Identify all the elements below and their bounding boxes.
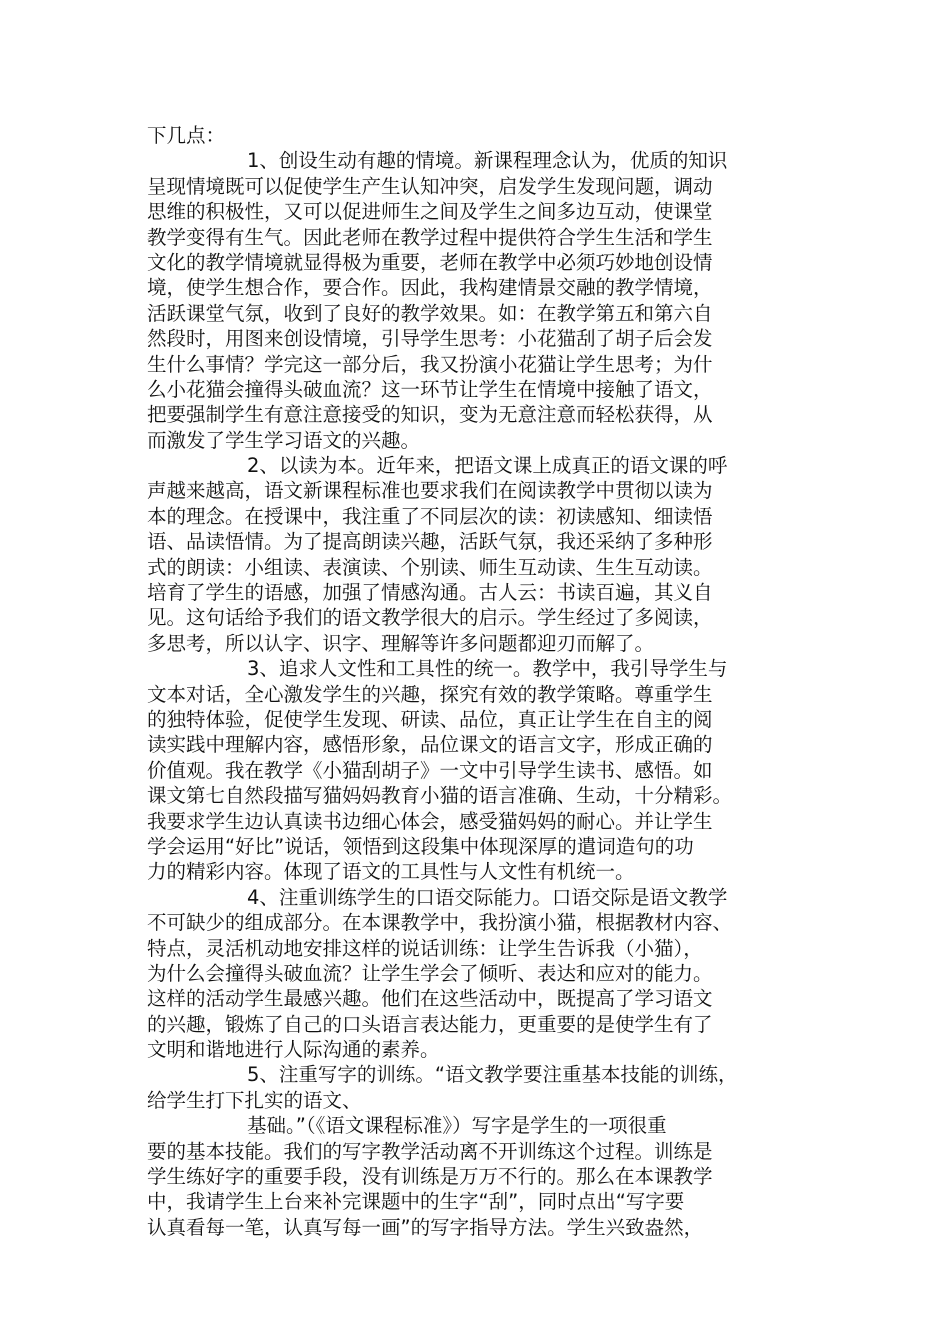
text-line: 3、追求人文性和工具性的统一。教学中，我引导学生与 (247, 657, 728, 681)
text-line: 学生练好字的重要手段，没有训练是万万不行的。那么在本课教学 (147, 1165, 713, 1189)
text-line: 多思考，所以认字、识字、理解等许多问题都迎刃而解了。 (147, 631, 655, 655)
text-line: 读实践中理解内容，感悟形象，品位课文的语言文字，形成正确的 (147, 733, 713, 757)
text-line: 本的理念。在授课中，我注重了不同层次的读：初读感知、细读悟 (147, 504, 713, 528)
text-line: 思维的积极性，又可以促进师生之间及学生之间多边互动，使课堂 (147, 200, 713, 224)
text-line: 中，我请学生上台来补完课题中的生字“刮”，同时点出“写字要 (147, 1190, 685, 1214)
text-line: 把要强制学生有意注意接受的知识，变为无意注意而轻松获得，从 (147, 403, 713, 427)
text-line: 这样的活动学生最感兴趣。他们在这些活动中，既提高了学习语文 (147, 987, 713, 1011)
text-line: 教学变得有生气。因此老师在教学过程中提供符合学生生活和学生 (147, 225, 713, 249)
text-line: 认真看每一笔，认真写每一画”的写字指导方法。学生兴致盎然， (147, 1215, 704, 1239)
text-line: 生什么事情？学完这一部分后，我又扮演小花猫让学生思考；为什 (147, 352, 713, 376)
text-line: 而激发了学生学习语文的兴趣。 (147, 428, 421, 452)
text-line: 下几点： (147, 124, 226, 147)
document-body (147, 123, 817, 1240)
text-line: 给学生打下扎实的语文、 (147, 1088, 362, 1112)
text-line: 呈现情境既可以促使学生产生认知冲突，启发学生发现问题，调动 (147, 174, 713, 198)
text-line: 不可缺少的组成部分。在本课教学中，我扮演小猫，根据教材内容、 (147, 911, 733, 935)
text-line: 么小花猫会撞得头破血流？这一环节让学生在情境中接触了语文， (147, 377, 713, 401)
text-line: 1、创设生动有趣的情境。新课程理念认为，优质的知识 (247, 149, 728, 173)
text-line: 见。这句话给予我们的语文教学很大的启示。学生经过了多阅读， (147, 606, 713, 630)
text-line: 的兴趣，锻炼了自己的口头语言表达能力，更重要的是使学生有了 (147, 1012, 713, 1036)
text-line: 然段时，用图来创设情境，引导学生思考：小花猫刮了胡子后会发 (147, 327, 713, 351)
text-line: 声越来越高，语文新课程标准也要求我们在阅读教学中贯彻以读为 (147, 479, 713, 503)
text-line: 特点，灵活机动地安排这样的说话训练：让学生告诉我（小猫）， (147, 936, 703, 960)
text-line: 学会运用“好比”说话，领悟到这段集中体现深厚的遣词造句的功 (147, 834, 694, 858)
text-line: 文本对话，全心激发学生的兴趣，探究有效的教学策略。尊重学生 (147, 682, 713, 706)
text-line: 文化的教学情境就显得极为重要，老师在教学中必须巧妙地创设情 (147, 250, 713, 274)
text-line: 的独特体验，促使学生发现、研读、品位，真正让学生在自主的阅 (147, 707, 713, 731)
text-line: 境，使学生想合作，要合作。因此，我构建情景交融的教学情境， (147, 276, 713, 300)
text-line: 式的朗读：小组读、表演读、个别读、师生互动读、生生互动读。 (147, 555, 713, 579)
text-line: 为什么会撞得头破血流？让学生学会了倾听、表达和应对的能力。 (147, 961, 713, 985)
text-line: 语、品读悟情。为了提高朗读兴趣，活跃气氛，我还采纳了多种形 (147, 530, 713, 554)
text-line: 价值观。我在教学《小猫刮胡子》一文中引导学生读书、感悟。如 (147, 758, 713, 782)
text-line: 活跃课堂气氛，收到了良好的教学效果。如：在教学第五和第六自 (147, 301, 713, 325)
text-line: 2、以读为本。近年来，把语文课上成真正的语文课的呼 (247, 454, 728, 478)
text-line: 5、注重写字的训练。“语文教学要注重基本技能的训练， (247, 1063, 738, 1087)
text-line: 课文第七自然段描写猫妈妈教育小猫的语言准确、生动，十分精彩。 (147, 784, 733, 808)
text-line: 4、注重训练学生的口语交际能力。口语交际是语文教学 (247, 885, 728, 909)
text-line: 培育了学生的语感，加强了情感沟通。古人云：书读百遍，其义自 (147, 581, 713, 605)
text-line: 基础。”（《语文课程标准》）写字是学生的一项很重 (247, 1114, 667, 1138)
text-line: 文明和谐地进行人际沟通的素养。 (147, 1038, 440, 1062)
text-line: 要的基本技能。我们的写字教学活动离不开训练这个过程。训练是 (147, 1139, 713, 1163)
text-line: 力的精彩内容。体现了语文的工具性与人文性有机统一。 (147, 860, 635, 884)
text-line: 我要求学生边认真读书边细心体会，感受猫妈妈的耐心。并让学生 (147, 809, 713, 833)
